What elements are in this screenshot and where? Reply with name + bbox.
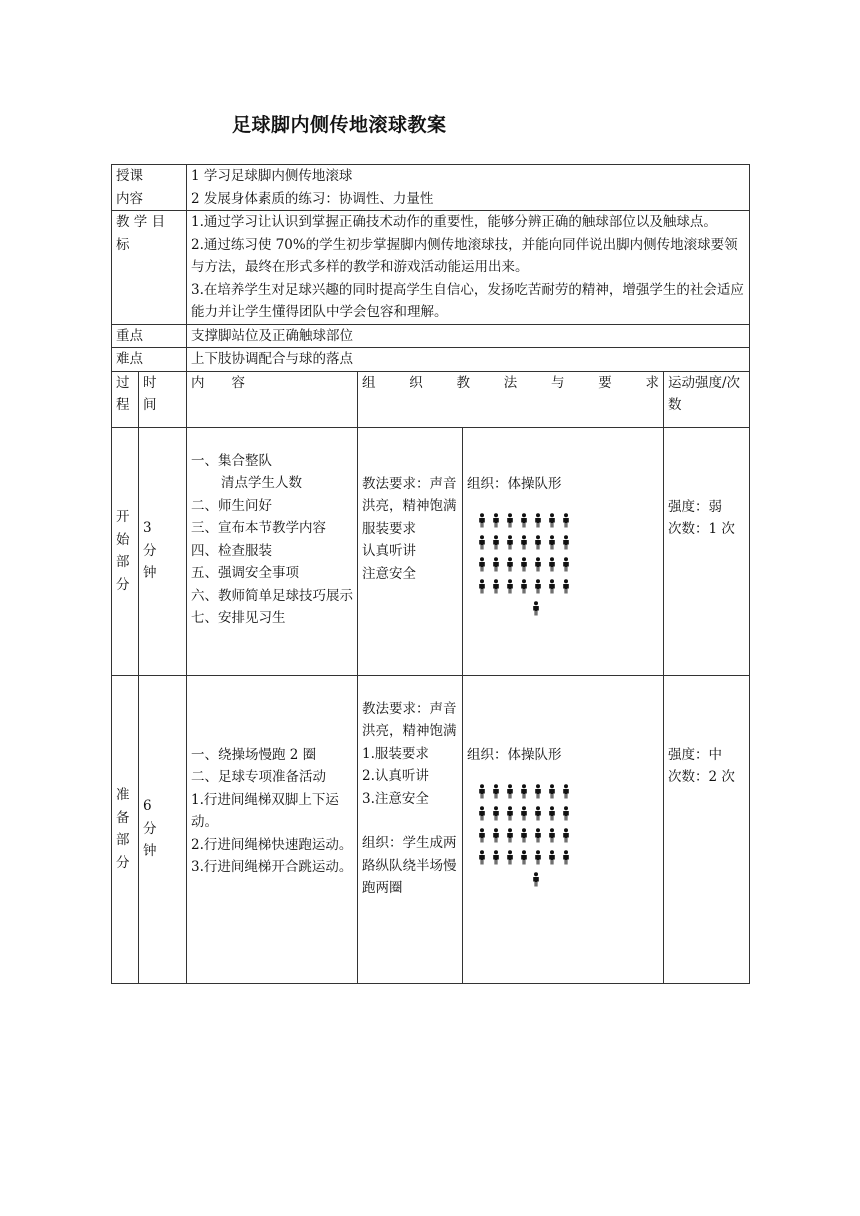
org-label: 组织：体操队形 (467, 475, 562, 492)
key-point-row (112, 324, 750, 348)
person-icon (547, 850, 557, 865)
person-icon (561, 806, 571, 821)
stage-label: 开 始 部 分 (112, 427, 139, 675)
method-header-char: 组 (362, 374, 376, 391)
person-icon (477, 535, 487, 550)
person-icon (547, 828, 557, 843)
person-icon (533, 806, 543, 821)
person-icon (505, 784, 515, 799)
person-icon (519, 557, 529, 572)
method-header-char: 与 (551, 374, 565, 391)
goals-label: 教 学 目 标 (112, 211, 187, 325)
person-icon (491, 806, 501, 821)
person-icon (491, 557, 501, 572)
person-icon (561, 513, 571, 528)
header-process: 过 程 (112, 371, 139, 427)
person-icon (519, 535, 529, 550)
section-prep-row (112, 675, 750, 983)
person-icon (547, 784, 557, 799)
person-icon (561, 535, 571, 550)
content-line: 2.行进间绳梯快速跑运动。 (191, 836, 353, 853)
person-icon (491, 850, 501, 865)
person-icon (491, 579, 501, 594)
person-icon (547, 579, 557, 594)
person-icon (505, 513, 515, 528)
person-icon (477, 557, 487, 572)
person-icon (505, 806, 515, 821)
header-time: 时 间 (139, 371, 187, 427)
person-icon (533, 557, 543, 572)
formation-row (477, 553, 659, 575)
person-icon (491, 513, 501, 528)
goal-item: 1.通过学习让认识到掌握正确技术动作的重要性，能够分辨正确的触球部位以及触球点。 (191, 214, 717, 230)
content-line: 二、足球专项准备活动 (191, 769, 326, 785)
formation-row (477, 802, 659, 824)
formation-diagram (477, 780, 659, 890)
formation-row (477, 575, 659, 597)
person-icon (547, 535, 557, 550)
content-line: 四、检查服装 (191, 542, 272, 559)
content-line: 三、宣布本节教学内容 (191, 520, 326, 536)
stage-time: 3 分 钟 (139, 427, 187, 675)
person-icon (477, 828, 487, 843)
difficulty-text: 上下肢协调配合与球的落点 (187, 348, 750, 372)
person-icon (519, 579, 529, 594)
stage-label: 准 备 部 分 (112, 675, 139, 983)
person-icon (477, 806, 487, 821)
stage-content (187, 427, 358, 675)
person-icon (561, 850, 571, 865)
person-icon (491, 828, 501, 843)
formation-row-leader (477, 597, 659, 619)
content-line: 3.行进间绳梯开合跳运动。 (191, 859, 353, 875)
content-line: 二、师生问好 (191, 497, 272, 514)
formation-diagram (477, 509, 659, 619)
method-header-char: 求 (645, 374, 659, 391)
person-icon (477, 513, 487, 528)
person-icon (547, 513, 557, 528)
content-line: 一、集合整队 (191, 452, 272, 469)
stage-method (358, 675, 463, 983)
person-icon (477, 784, 487, 799)
person-icon (505, 535, 515, 550)
formation-row (477, 780, 659, 802)
content-line: 七、安排见习生 (191, 610, 286, 626)
stage-organization (463, 675, 664, 983)
stage-content (187, 675, 358, 983)
person-icon (533, 535, 543, 550)
person-icon (519, 784, 529, 799)
person-icon (561, 828, 571, 843)
stage-organization (463, 427, 664, 675)
difficulty-row (112, 348, 750, 372)
person-icon (505, 850, 515, 865)
header-method (358, 371, 664, 427)
person-icon (519, 828, 529, 843)
goal-item: 2.通过练习使 70%的学生初步掌握脚内侧传地滚球技，并能向同伴说出脚内侧传地滚球要领与方法，最终在形式多样的教学和游戏活动能运用出来。 (191, 236, 738, 275)
lesson-plan-table (111, 164, 750, 984)
formation-row (477, 509, 659, 531)
person-icon (533, 850, 543, 865)
org-label: 组织：体操队形 (467, 746, 562, 763)
person-icon (561, 579, 571, 594)
method-header-char: 法 (503, 374, 518, 391)
person-icon (505, 579, 515, 594)
course-row (112, 165, 750, 211)
person-icon (519, 513, 529, 528)
course-content (187, 165, 750, 211)
person-icon (505, 557, 515, 572)
content-line: 清点学生人数 (221, 475, 302, 491)
person-icon (477, 579, 487, 594)
stage-intensity: 强度：弱 次数：1 次 (664, 427, 750, 675)
person-icon (491, 784, 501, 799)
person-icon (533, 828, 543, 843)
method-header-char: 教 (456, 374, 470, 391)
course-line: 1 学习足球脚内侧传地滚球 (191, 168, 353, 184)
key-point-text: 支撑脚站位及正确触球部位 (187, 324, 750, 348)
person-icon (533, 784, 543, 799)
method-text: 教法要求：声音洪亮，精神饱满 1.服装要求 2.认真听讲 3.注意安全 (362, 700, 457, 807)
content-line: 1.行进间绳梯双脚上下运动。 (191, 791, 339, 830)
person-icon (519, 806, 529, 821)
formation-row (477, 531, 659, 553)
person-icon (561, 784, 571, 799)
goal-item: 3.在培养学生对足球兴趣的同时提高学生自信心，发扬吃苦耐劳的精神，增强学生的社会适应能力并让学生懂得团队中学会包容和理解。 (191, 281, 744, 320)
difficulty-label: 难点 (112, 348, 187, 372)
header-intensity: 运动强度/次数 (664, 371, 750, 427)
person-icon (505, 828, 515, 843)
key-point-label: 重点 (112, 324, 187, 348)
content-line: 一、绕操场慢跑 2 圈 (191, 746, 317, 763)
stage-intensity: 强度：中 次数：2 次 (664, 675, 750, 983)
person-icon (477, 850, 487, 865)
person-icon (531, 872, 541, 887)
page-title: 足球脚内侧传地滚球教案 (232, 114, 447, 136)
formation-row (477, 846, 659, 868)
content-line: 六、教师简单足球技巧展示 (191, 587, 353, 604)
person-icon (491, 535, 501, 550)
method-header-char: 织 (409, 374, 423, 391)
section-start-row (112, 427, 750, 675)
person-icon (531, 601, 541, 616)
person-icon (561, 557, 571, 572)
header-content: 内 容 (187, 371, 358, 427)
content-line: 五、强调安全事项 (191, 565, 299, 581)
header-row (112, 371, 750, 427)
person-icon (519, 850, 529, 865)
course-label: 授课 内容 (112, 165, 187, 211)
course-line: 2 发展身体素质的练习：协调性、力量性 (191, 190, 434, 207)
method-header-char: 要 (598, 374, 612, 391)
person-icon (533, 513, 543, 528)
person-icon (533, 579, 543, 594)
formation-row (477, 824, 659, 846)
stage-time: 6 分 钟 (139, 675, 187, 983)
formation-row-leader (477, 868, 659, 890)
person-icon (547, 557, 557, 572)
goals-content (187, 211, 750, 325)
method-organization: 组织：学生成两路纵队绕半场慢跑两圈 (362, 835, 457, 896)
goals-row (112, 211, 750, 325)
stage-method: 教法要求：声音洪亮，精神饱满 服装要求 认真听讲 注意安全 (358, 427, 463, 675)
person-icon (547, 806, 557, 821)
